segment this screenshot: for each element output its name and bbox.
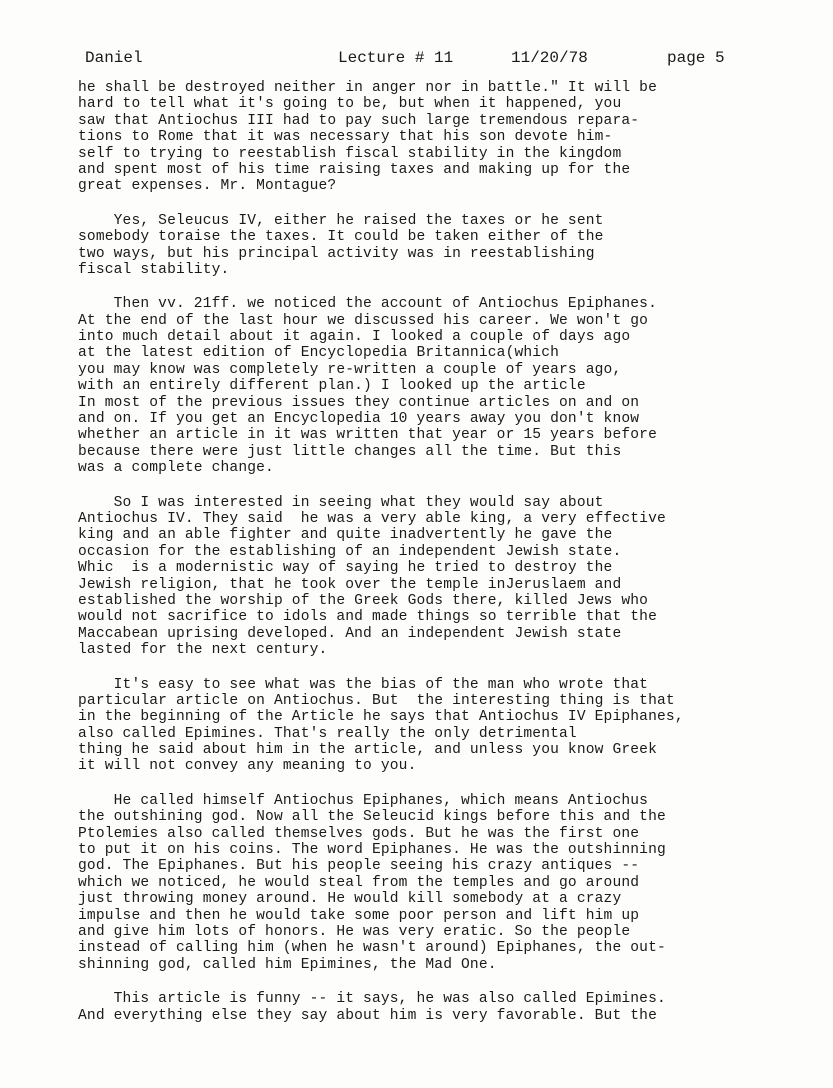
text-line: just throwing money around. He would kill somebody at a crazy [78,891,622,908]
text-line: occasion for the establishing of an independent Jewish state. [78,543,622,560]
paragraph [78,677,778,775]
text-line: Yes, Seleucus IV, either he raised the taxes or he sent [78,212,604,229]
text-line: and on. If you get an Encyclopedia 10 years away you don't know [78,411,640,428]
text-line: and spent most of his time raising taxes and making up for the [78,161,631,178]
text-line: somebody toraise the taxes. It could be taken either of the [78,229,604,246]
text-line: whether an article in it was written that year or 15 years before [78,427,657,444]
text-line: also called Epimines. That's really the only detrimental [78,725,577,742]
text-line: which we noticed, he would steal from the temples and go around [78,874,640,891]
lecture-transcript [78,80,778,1040]
text-line: and give him lots of honors. He was very eratic. So the people [78,923,631,940]
text-line: So I was interested in seeing what they would say about [78,494,604,511]
text-line: at the latest edition of Encyclopedia Britannica(which [78,345,560,362]
text-line: to put it on his coins. The word Epiphanes. He was the outshinning [78,842,666,859]
text-line: it will not convey any meaning to you. [78,758,417,775]
text-line: This article is funny -- it says, he was also called Epimines. [78,991,666,1008]
text-line: lasted for the next century. [78,642,328,659]
text-line: In most of the previous issues they continue articles on and on [78,394,640,411]
paragraph [78,296,778,476]
text-line: Jewish religion, that he took over the temple inJeruslaem and [78,576,622,593]
text-line: because there were just little changes all the time. But this [78,443,622,460]
text-line: Whic is a modernistic way of saying he tried to destroy the [78,560,613,577]
text-line: great expenses. Mr. Montague? [78,178,337,195]
course-title: Daniel [85,49,143,67]
text-line: you may know was completely re-written a couple of years ago, [78,361,622,378]
paragraph [78,213,778,279]
text-line: king and an able fighter and quite inadvertently he gave the [78,527,613,544]
text-line: fiscal stability. [78,261,230,278]
text-line: in the beginning of the Article he says that Antiochus IV Epiphanes, [78,709,684,726]
text-line: would not sacrifice to idols and made things so terrible that the [78,609,657,626]
text-line: instead of calling him (when he wasn't around) Epiphanes, the out- [78,940,666,957]
text-line: established the worship of the Greek Gods there, killed Jews who [78,592,649,609]
text-line: with an entirely different plan.) I looked up the article [78,378,586,395]
text-line: thing he said about him in the article, and unless you know Greek [78,742,657,759]
text-line: god. The Epiphanes. But his people seeing his crazy antiques -- [78,858,640,875]
text-line: the outshining god. Now all the Seleucid kings before this and the [78,809,666,826]
text-line: Antiochus IV. They said he was a very able king, a very effective [78,510,666,527]
paragraph [78,495,778,659]
text-line: And everything else they say about him is very favorable. But the [78,1007,657,1024]
text-line: tions to Rome that it was necessary that his son devote him- [78,129,613,146]
text-line: He called himself Antiochus Epiphanes, which means Antiochus [78,792,649,809]
text-line: Ptolemies also called themselves gods. But he was the first one [78,825,640,842]
lecture-number: Lecture # 11 [338,49,454,67]
text-line: Then vv. 21ff. we noticed the account of Antiochus Epiphanes. [78,296,657,313]
text-line: self to trying to reestablish fiscal stability in the kingdom [78,145,622,162]
text-line: two ways, but his principal activity was in reestablishing [78,245,595,262]
text-line: he shall be destroyed neither in anger nor in battle." It will be [78,80,657,96]
paragraph [78,80,778,195]
text-line: shinning god, called him Epimines, the Mad One. [78,956,497,973]
paragraph [78,793,778,973]
paragraph [78,991,778,1024]
text-line: It's easy to see what was the bias of the man who wrote that [78,676,649,693]
text-line: At the end of the last hour we discussed his career. We won't go [78,312,649,329]
page-header [85,48,765,68]
lecture-date: 11/20/78 [511,49,588,67]
text-line: into much detail about it again. I looked a couple of days ago [78,329,631,346]
text-line: was a complete change. [78,460,274,477]
text-line: particular article on Antiochus. But the interesting thing is that [78,692,675,709]
text-line: Maccabean uprising developed. And an independent Jewish state [78,625,622,642]
text-line: saw that Antiochus III had to pay such large tremendous repara- [78,112,640,129]
text-line: hard to tell what it's going to be, but when it happened, you [78,96,622,113]
page-number: page 5 [667,49,725,67]
text-line: impulse and then he would take some poor person and lift him up [78,907,640,924]
